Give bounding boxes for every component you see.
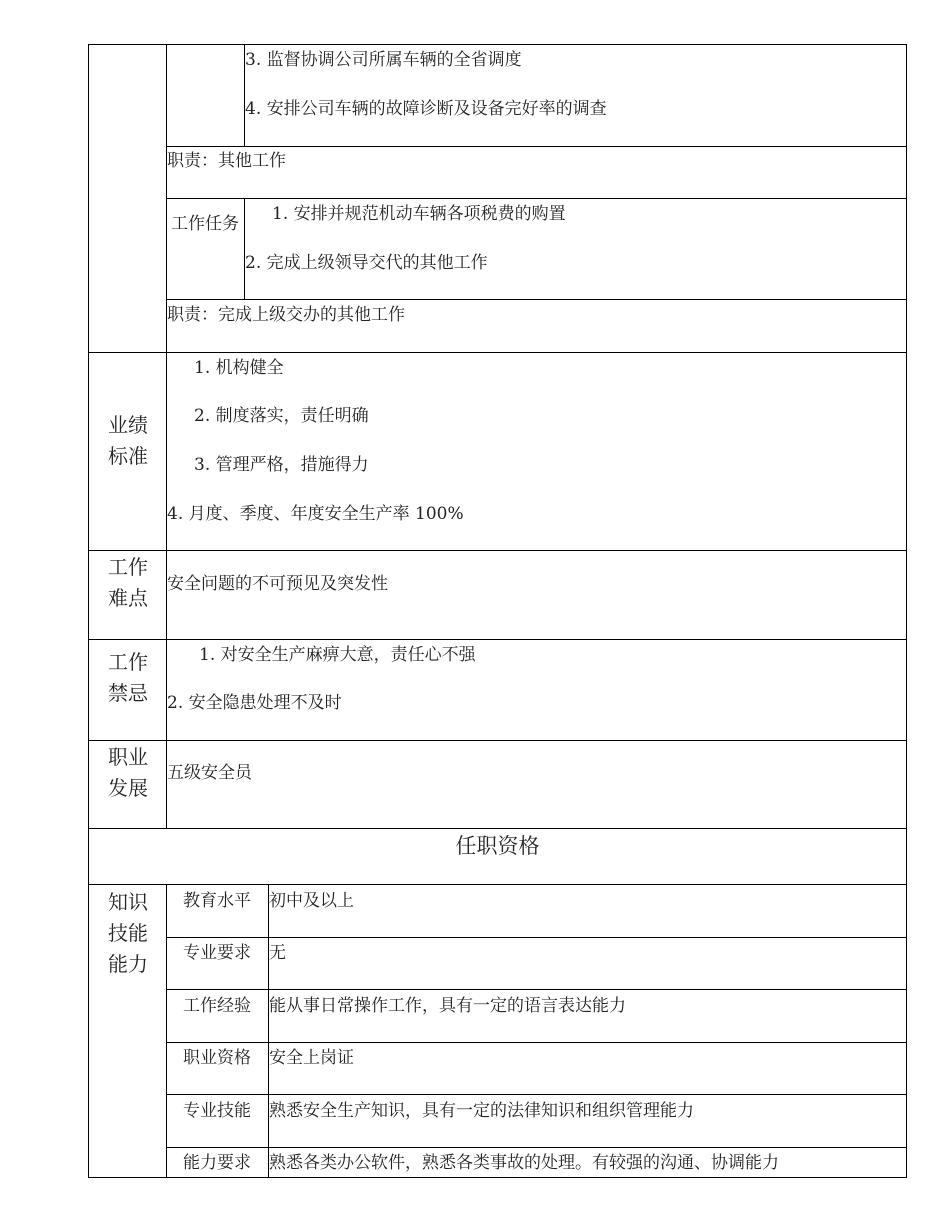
divider [166, 1042, 907, 1043]
section-label-qualification: 知识 技能 能力 [108, 890, 148, 976]
duty-summary: 职责：完成上级交办的其他工作 [167, 305, 405, 325]
qualification-value: 安全上岗证 [269, 1048, 354, 1068]
list-item: 2. 制度落实，责任明确 [194, 406, 369, 426]
divider [88, 828, 907, 829]
task-label: 工作任务 [171, 214, 239, 234]
divider [268, 884, 269, 1178]
duty-title: 职责：其他工作 [167, 151, 286, 171]
divider [244, 198, 245, 300]
table-border-right [906, 44, 907, 1178]
qualification-key: 职业资格 [183, 1048, 251, 1068]
qualification-value: 无 [269, 943, 286, 963]
section-label-difficulty: 工作 难点 [108, 555, 148, 610]
divider [166, 198, 907, 199]
task-item: 4. 安排公司车辆的故障诊断及设备完好率的调查 [245, 99, 607, 119]
qualification-key: 能力要求 [183, 1153, 251, 1173]
list-item: 1. 对安全生产麻痹大意，责任心不强 [199, 645, 476, 665]
list-item: 4. 月度、季度、年度安全生产率 100% [167, 504, 464, 524]
divider [88, 550, 907, 551]
divider [166, 146, 907, 147]
career-text: 五级安全员 [167, 763, 252, 783]
section-label-career: 职业 发展 [108, 745, 148, 800]
divider [166, 937, 907, 938]
divider [88, 352, 907, 353]
task-item: 2. 完成上级领导交代的其他工作 [245, 253, 488, 273]
divider [166, 989, 907, 990]
qualification-key: 教育水平 [183, 891, 251, 911]
list-item: 2. 安全隐患处理不及时 [167, 693, 342, 713]
divider [166, 1147, 907, 1148]
divider [88, 740, 907, 741]
qualification-title: 任职资格 [455, 834, 540, 858]
section-label-performance: 业绩 标准 [108, 413, 148, 468]
qualification-value: 熟悉安全生产知识，具有一定的法律知识和组织管理能力 [269, 1101, 694, 1121]
divider [88, 884, 907, 885]
qualification-value: 熟悉各类办公软件，熟悉各类事故的处理。有较强的沟通、协调能力 [269, 1153, 779, 1173]
qualification-value: 能从事日常操作工作，具有一定的语言表达能力 [269, 996, 626, 1016]
divider [88, 639, 907, 640]
list-item: 1. 机构健全 [194, 358, 284, 378]
qualification-value: 初中及以上 [269, 891, 354, 911]
qualification-key: 专业要求 [183, 943, 251, 963]
divider [166, 299, 907, 300]
table-border-bottom [88, 1177, 907, 1178]
task-item: 1. 安排并规范机动车辆各项税费的购置 [272, 204, 566, 224]
qualification-key: 专业技能 [183, 1101, 251, 1121]
list-item: 3. 管理严格，措施得力 [194, 455, 369, 475]
section-label-prohibition: 工作 禁忌 [108, 650, 148, 705]
difficulty-text: 安全问题的不可预见及突发性 [167, 574, 388, 594]
table-border-top [88, 44, 907, 45]
qualification-key: 工作经验 [183, 996, 251, 1016]
task-item: 3. 监督协调公司所属车辆的全省调度 [245, 50, 522, 70]
divider [166, 1094, 907, 1095]
